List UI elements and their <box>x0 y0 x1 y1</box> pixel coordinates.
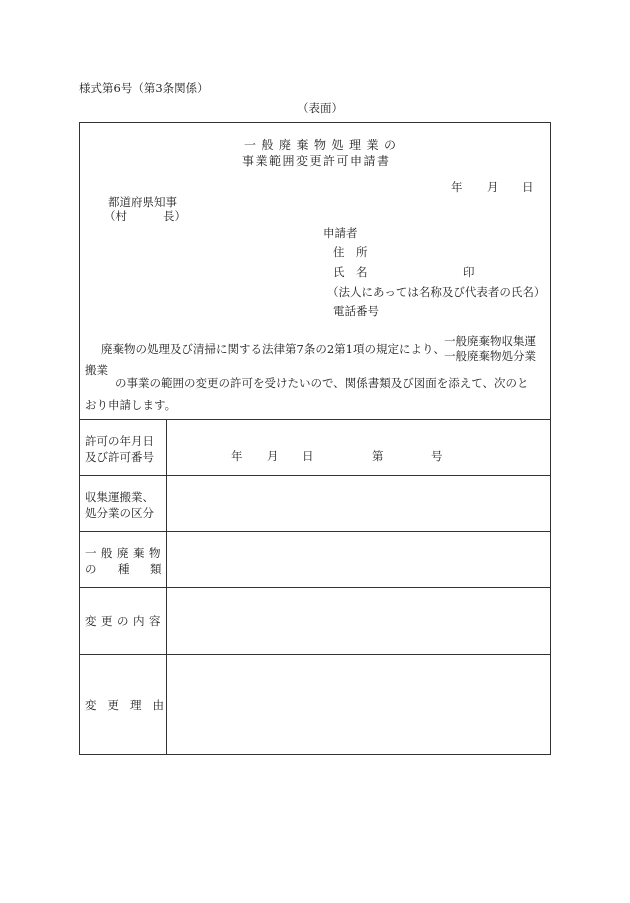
business-choice-collection: 一般廃棄物収集運 <box>444 334 536 348</box>
title-text: 一般廃棄物処理業の <box>244 138 402 152</box>
permit-month: 月 <box>267 449 279 463</box>
category-label-line1: 収集運搬業、 <box>85 490 154 504</box>
name-label: 氏 名 <box>333 265 368 279</box>
permit-day: 日 <box>302 449 314 463</box>
applicant-heading: 申請者 <box>323 226 358 240</box>
waste-type-label-no: の <box>85 562 97 576</box>
business-choice-disposal: 一般廃棄物処分業 <box>444 349 536 363</box>
seal-mark: 印 <box>463 265 475 279</box>
date-year: 年 <box>451 180 463 194</box>
form-number: 様式第6号（第3条関係） <box>79 81 209 95</box>
statement-part2: の事業の範囲の変更の許可を受けたいので、関係書類及び図面を添えて、次のと <box>115 376 529 390</box>
row-divider <box>79 531 551 532</box>
address-label: 住 所 <box>333 245 368 259</box>
form-side-label: （表面） <box>297 101 343 115</box>
category-label-line2: 処分業の区分 <box>85 506 154 520</box>
row-divider <box>79 475 551 476</box>
statement-part3: おり申請します。 <box>85 398 177 412</box>
waste-type-label-shu: 種 <box>118 562 130 576</box>
statement-part1: 廃棄物の処理及び清掃に関する法律第7条の2第1項の規定により、 <box>101 342 445 356</box>
statement-lead: 搬業 <box>85 363 108 377</box>
row-divider <box>79 654 551 655</box>
row-divider <box>79 587 551 588</box>
corporation-note: （法人にあっては名称及び代表者の氏名） <box>327 285 546 299</box>
row-divider <box>79 419 551 420</box>
addressee-sub-left: （村 <box>104 209 127 223</box>
permit-year: 年 <box>231 449 243 463</box>
permit-number-prefix: 第 <box>372 449 384 463</box>
change-reason-label: 変更理由 <box>85 698 175 712</box>
addressee-title: 都道府県知事 <box>108 195 177 209</box>
change-content-label: 変更の内容 <box>85 614 165 628</box>
phone-label: 電話番号 <box>333 304 379 318</box>
permit-label-line1: 許可の年月日 <box>85 434 154 448</box>
form-title-line2: 事業範囲変更許可申請書 <box>242 154 391 168</box>
addressee-sub-right: 長） <box>163 209 186 223</box>
date-month: 月 <box>487 180 499 194</box>
waste-type-label-rui: 類 <box>150 562 162 576</box>
waste-type-label-line1: 一般廃棄物 <box>85 546 165 560</box>
permit-label-line2: 及び許可番号 <box>85 450 154 464</box>
date-day: 日 <box>522 180 534 194</box>
form-title-line1 <box>244 136 402 153</box>
permit-number-suffix: 号 <box>431 449 443 463</box>
